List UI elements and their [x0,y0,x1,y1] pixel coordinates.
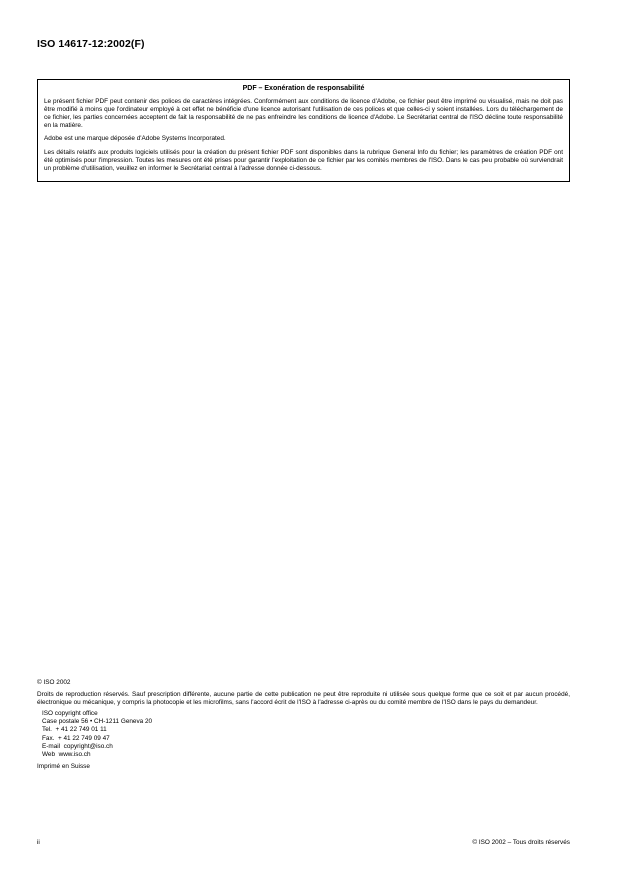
contact-email: E-mail copyright@iso.ch [42,742,113,750]
contact-telephone: Tel. + 41 22 749 01 11 [42,726,107,734]
copyright-office-contact [42,710,570,759]
disclaimer-paragraph-creation-details: Les détails relatifs aux produits logiciels utilisés pour la création du présent fichier PDF sont disponibles dans la rubrique General Info du fichier; les paramètres de création PDF ont été optimisés pour l'impression. Toutes les mesures ont été prises pour garantir l'exploitation de ce fichier par les comités membres de l'ISO. Dans le cas peu probable où surviendrait un problème d'utilisation, veuillez en informer le Secrétariat central à l'adresse donnée ci-dessous. [44,148,563,172]
pdf-disclaimer-box [37,79,570,182]
disclaimer-paragraph-license: Le présent fichier PDF peut contenir des polices de caractères intégrées. Conformément aux conditions de licence d'Adobe, ce fichier peut être imprimé ou visualisé, mais ne doit pas être modifié à moins que l'ordinateur employé à cet effet ne bénéficie d'une licence autorisant l'utilisation de ces polices et que celles-ci y soient installées. Lors du téléchargement de ce fichier, les parties concernées acceptent de fait la responsabilité de ne pas enfreindre les conditions de licence d'Adobe. Le Secrétariat central de l'ISO décline toute responsabilité en la matière. [44,98,563,130]
disclaimer-title: PDF – Exonération de responsabilité [242,85,365,92]
disclaimer-paragraph-trademark: Adobe est une marque déposée d'Adobe Systems Incorporated. [44,135,226,143]
footer-copyright: © ISO 2002 – Tous droits réservés [472,839,570,846]
page-number: ii [37,839,40,846]
reproduction-rights-text: Droits de reproduction réservés. Sauf prescription différente, aucune partie de cette publication ne peut être reproduite ni utilisée sous quelque forme que ce soit et par aucun procédé, électronique ou mécanique, y compris la photocopie et les microfilms, sans l'accord écrit de l'ISO à l'adresse ci-après ou du comité membre de l'ISO dans le pays du demandeur. [37,691,570,707]
contact-fax: Fax. + 41 22 749 09 47 [42,734,110,742]
printed-in-label: Imprimé en Suisse [37,762,90,770]
copyright-block [37,679,570,771]
contact-website: Web www.iso.ch [42,750,91,758]
contact-office-name: ISO copyright office [42,710,98,718]
contact-postal-address: Case postale 56 • CH-1211 Geneva 20 [42,718,153,726]
copyright-notice: © ISO 2002 [37,679,71,686]
document-standard-id: ISO 14617-12:2002(F) [37,38,145,50]
